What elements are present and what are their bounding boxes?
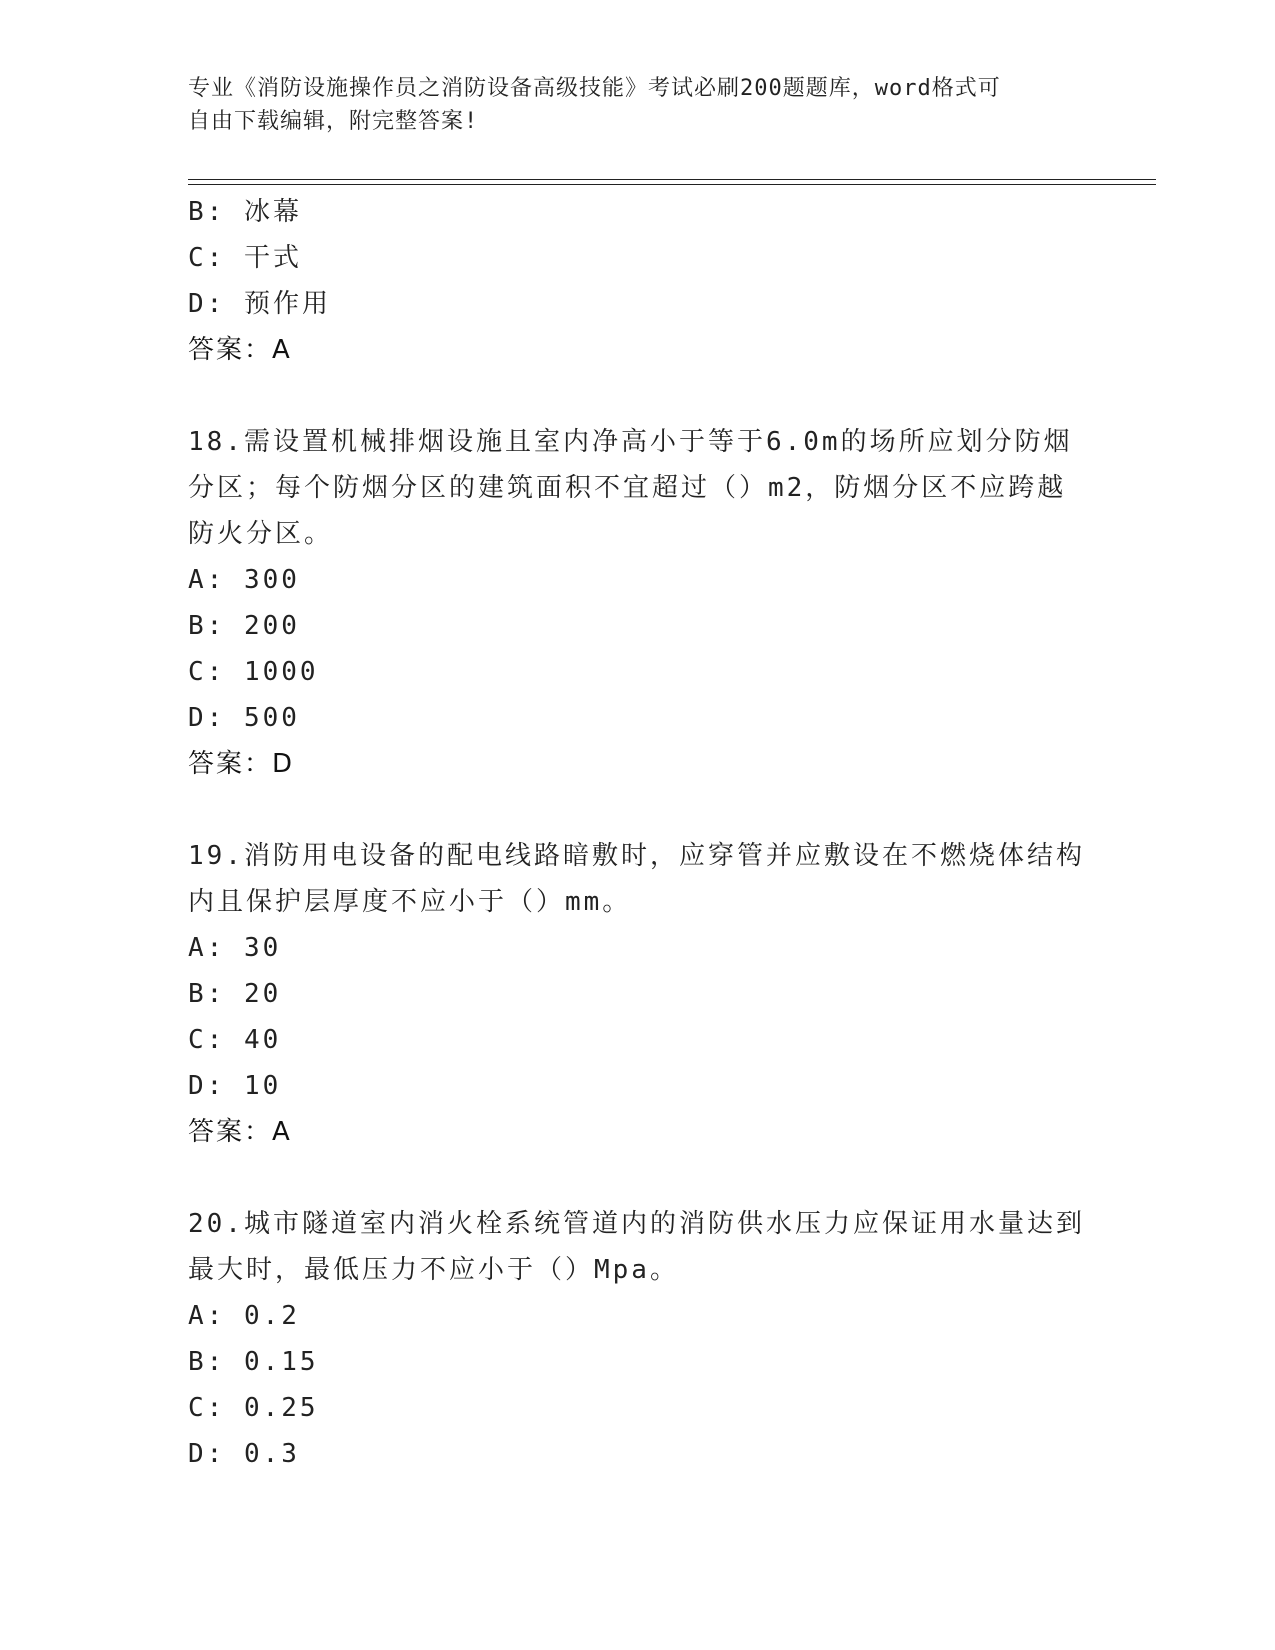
spacer: [188, 787, 1088, 833]
question-stem-line: 防火分区。: [188, 519, 334, 549]
option-b: B: 20: [188, 979, 282, 1009]
header-line-2: 自由下载编辑，附完整答案!: [188, 109, 479, 134]
spacer: [188, 373, 1088, 419]
question-19: [188, 833, 1088, 1155]
option-a: A: 0.2: [188, 1301, 300, 1331]
question-stem-line: 20.城市隧道室内消火栓系统管道内的消防供水压力应保证用水量达到: [188, 1209, 1085, 1239]
header-line-1: 专业《消防设施操作员之消防设备高级技能》考试必刷200题题库，word格式可: [188, 76, 1001, 101]
answer-label: 答案：A: [188, 1117, 292, 1147]
option-b: B: 200: [188, 611, 300, 641]
option-c: C: 干式: [188, 243, 302, 273]
option-c: C: 0.25: [188, 1393, 319, 1423]
option-b: B: 冰幕: [188, 197, 302, 227]
question-stem-line: 19.消防用电设备的配电线路暗敷时，应穿管并应敷设在不燃烧体结构: [188, 841, 1085, 871]
spacer: [188, 1155, 1088, 1201]
option-d: D: 10: [188, 1071, 282, 1101]
header-rule-top: [188, 179, 1156, 180]
question-stem-line: 分区；每个防烟分区的建筑面积不宜超过（）m2，防烟分区不应跨越: [188, 473, 1067, 503]
header-rule-bottom: [188, 184, 1156, 185]
page-header: [188, 72, 1088, 138]
option-b: B: 0.15: [188, 1347, 319, 1377]
option-d: D: 500: [188, 703, 300, 733]
option-a: A: 30: [188, 933, 282, 963]
option-c: C: 40: [188, 1025, 282, 1055]
option-d: D: 预作用: [188, 289, 331, 319]
question-content: [188, 189, 1088, 1477]
question-18: [188, 419, 1088, 787]
question-17-continuation: [188, 189, 1088, 373]
question-stem-line: 内且保护层厚度不应小于（）mm。: [188, 887, 632, 917]
option-d: D: 0.3: [188, 1439, 300, 1469]
question-20: [188, 1201, 1088, 1477]
question-stem-line: 18.需设置机械排烟设施且室内净高小于等于6.0m的场所应划分防烟: [188, 427, 1073, 457]
option-c: C: 1000: [188, 657, 319, 687]
answer-label: 答案：D: [188, 749, 295, 779]
option-a: A: 300: [188, 565, 300, 595]
answer-label: 答案：A: [188, 335, 292, 365]
question-stem-line: 最大时，最低压力不应小于（）Mpa。: [188, 1255, 679, 1285]
